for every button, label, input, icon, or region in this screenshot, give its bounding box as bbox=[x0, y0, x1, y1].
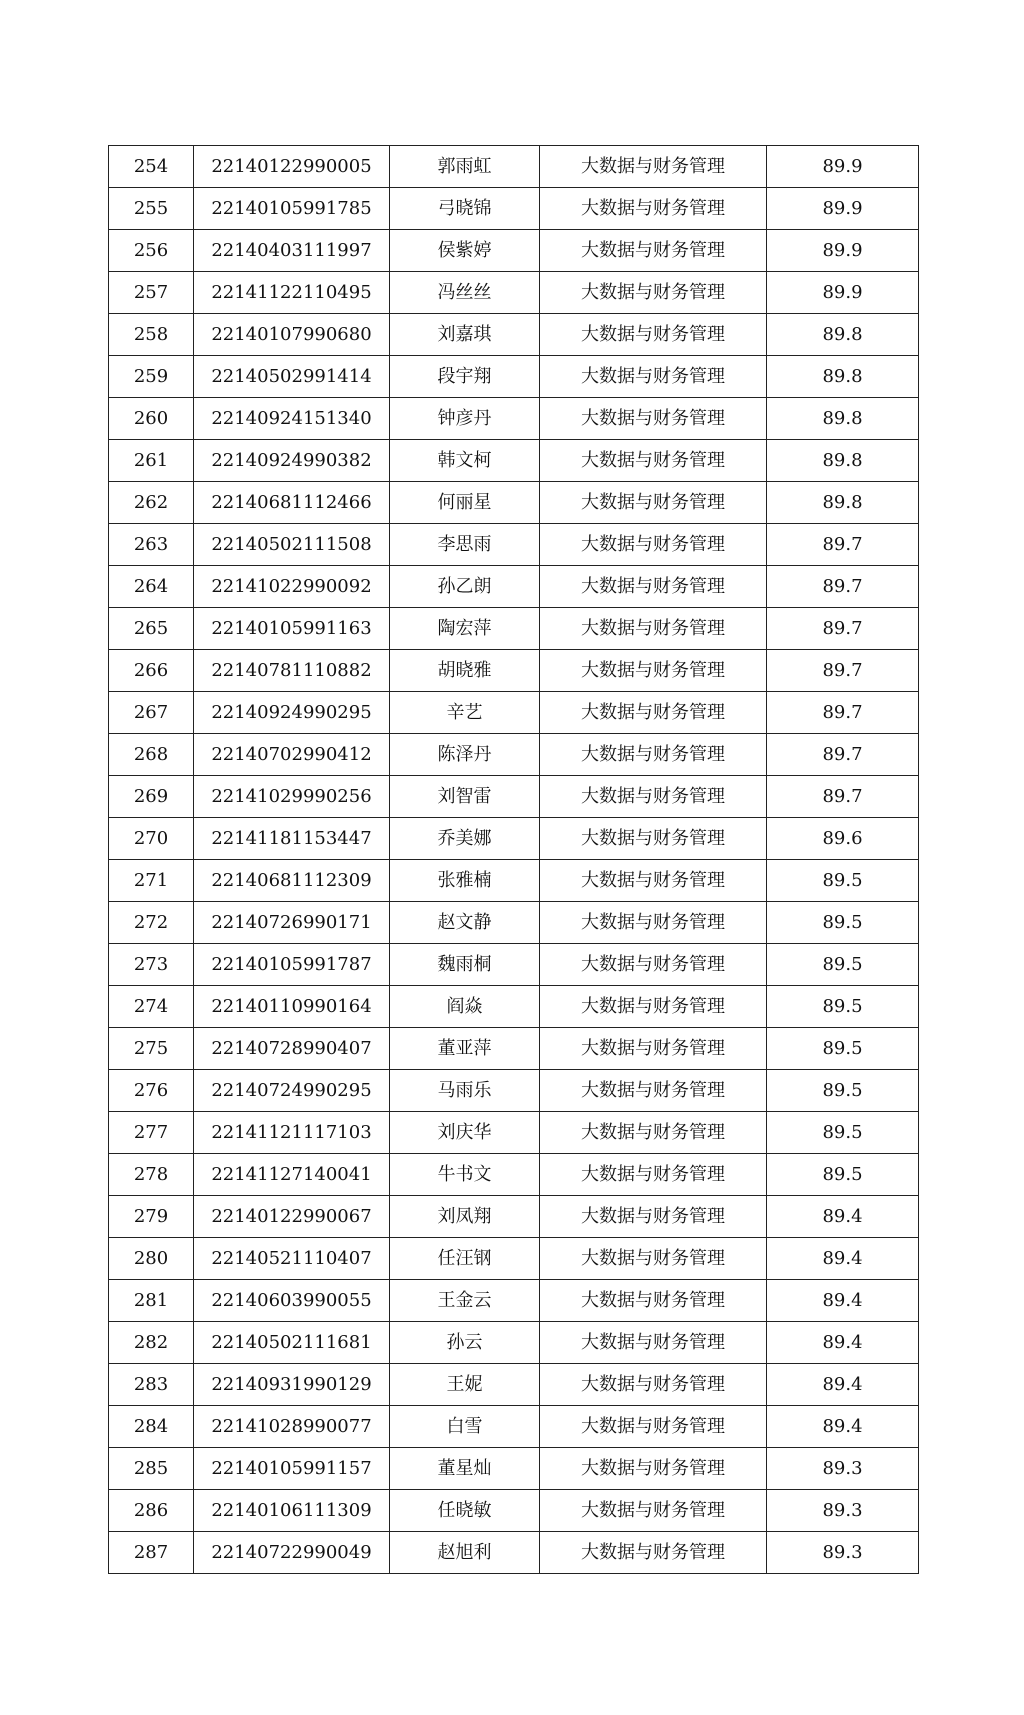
major-cell: 大数据与财务管理 bbox=[540, 398, 767, 440]
rank-cell: 275 bbox=[109, 1028, 194, 1070]
exam-id-cell: 22140502111508 bbox=[194, 524, 390, 566]
name-cell: 任晓敏 bbox=[390, 1490, 540, 1532]
name-cell: 侯紫婷 bbox=[390, 230, 540, 272]
exam-id-cell: 22141029990256 bbox=[194, 776, 390, 818]
major-cell: 大数据与财务管理 bbox=[540, 692, 767, 734]
name-cell: 孙乙朗 bbox=[390, 566, 540, 608]
name-cell: 董星灿 bbox=[390, 1448, 540, 1490]
exam-id-cell: 22140110990164 bbox=[194, 986, 390, 1028]
rank-cell: 282 bbox=[109, 1322, 194, 1364]
major-cell: 大数据与财务管理 bbox=[540, 818, 767, 860]
score-cell: 89.7 bbox=[767, 608, 919, 650]
name-cell: 牛书文 bbox=[390, 1154, 540, 1196]
name-cell: 弓晓锦 bbox=[390, 188, 540, 230]
table-row bbox=[109, 734, 919, 776]
score-cell: 89.3 bbox=[767, 1490, 919, 1532]
rank-cell: 276 bbox=[109, 1070, 194, 1112]
score-cell: 89.7 bbox=[767, 776, 919, 818]
exam-id-cell: 22140728990407 bbox=[194, 1028, 390, 1070]
exam-id-cell: 22140521110407 bbox=[194, 1238, 390, 1280]
score-cell: 89.4 bbox=[767, 1280, 919, 1322]
rank-cell: 266 bbox=[109, 650, 194, 692]
exam-id-cell: 22140702990412 bbox=[194, 734, 390, 776]
rank-cell: 285 bbox=[109, 1448, 194, 1490]
rank-cell: 269 bbox=[109, 776, 194, 818]
table-row bbox=[109, 1238, 919, 1280]
exam-id-cell: 22140107990680 bbox=[194, 314, 390, 356]
major-cell: 大数据与财务管理 bbox=[540, 1448, 767, 1490]
rank-cell: 272 bbox=[109, 902, 194, 944]
exam-id-cell: 22140105991787 bbox=[194, 944, 390, 986]
rank-cell: 279 bbox=[109, 1196, 194, 1238]
name-cell: 赵旭利 bbox=[390, 1532, 540, 1574]
score-cell: 89.3 bbox=[767, 1448, 919, 1490]
score-cell: 89.5 bbox=[767, 1112, 919, 1154]
table-row bbox=[109, 650, 919, 692]
score-cell: 89.8 bbox=[767, 356, 919, 398]
exam-id-cell: 22140502111681 bbox=[194, 1322, 390, 1364]
score-cell: 89.4 bbox=[767, 1238, 919, 1280]
table-row bbox=[109, 1070, 919, 1112]
table-row bbox=[109, 860, 919, 902]
table-row bbox=[109, 314, 919, 356]
rank-cell: 267 bbox=[109, 692, 194, 734]
rank-cell: 254 bbox=[109, 146, 194, 188]
name-cell: 董亚萍 bbox=[390, 1028, 540, 1070]
table-row bbox=[109, 482, 919, 524]
exam-id-cell: 22140931990129 bbox=[194, 1364, 390, 1406]
name-cell: 白雪 bbox=[390, 1406, 540, 1448]
rank-cell: 260 bbox=[109, 398, 194, 440]
score-cell: 89.5 bbox=[767, 1070, 919, 1112]
score-cell: 89.5 bbox=[767, 860, 919, 902]
name-cell: 辛艺 bbox=[390, 692, 540, 734]
exam-id-cell: 22140924151340 bbox=[194, 398, 390, 440]
major-cell: 大数据与财务管理 bbox=[540, 1322, 767, 1364]
table-row bbox=[109, 776, 919, 818]
table-row bbox=[109, 944, 919, 986]
rank-cell: 261 bbox=[109, 440, 194, 482]
rank-cell: 281 bbox=[109, 1280, 194, 1322]
rank-cell: 274 bbox=[109, 986, 194, 1028]
major-cell: 大数据与财务管理 bbox=[540, 650, 767, 692]
name-cell: 刘凤翔 bbox=[390, 1196, 540, 1238]
table-row bbox=[109, 1406, 919, 1448]
name-cell: 乔美娜 bbox=[390, 818, 540, 860]
score-cell: 89.9 bbox=[767, 272, 919, 314]
table-row bbox=[109, 398, 919, 440]
major-cell: 大数据与财务管理 bbox=[540, 1490, 767, 1532]
name-cell: 陶宏萍 bbox=[390, 608, 540, 650]
rank-cell: 258 bbox=[109, 314, 194, 356]
exam-id-cell: 22140681112309 bbox=[194, 860, 390, 902]
score-cell: 89.7 bbox=[767, 734, 919, 776]
major-cell: 大数据与财务管理 bbox=[540, 524, 767, 566]
major-cell: 大数据与财务管理 bbox=[540, 356, 767, 398]
name-cell: 任汪钢 bbox=[390, 1238, 540, 1280]
major-cell: 大数据与财务管理 bbox=[540, 1154, 767, 1196]
major-cell: 大数据与财务管理 bbox=[540, 188, 767, 230]
score-cell: 89.3 bbox=[767, 1532, 919, 1574]
exam-id-cell: 22140724990295 bbox=[194, 1070, 390, 1112]
name-cell: 魏雨桐 bbox=[390, 944, 540, 986]
table-row bbox=[109, 146, 919, 188]
rank-cell: 262 bbox=[109, 482, 194, 524]
rank-cell: 277 bbox=[109, 1112, 194, 1154]
rank-cell: 264 bbox=[109, 566, 194, 608]
exam-id-cell: 22140603990055 bbox=[194, 1280, 390, 1322]
name-cell: 马雨乐 bbox=[390, 1070, 540, 1112]
exam-id-cell: 22140502991414 bbox=[194, 356, 390, 398]
name-cell: 陈泽丹 bbox=[390, 734, 540, 776]
exam-id-cell: 22140105991157 bbox=[194, 1448, 390, 1490]
score-cell: 89.4 bbox=[767, 1364, 919, 1406]
table-row bbox=[109, 1490, 919, 1532]
rank-cell: 270 bbox=[109, 818, 194, 860]
rank-cell: 273 bbox=[109, 944, 194, 986]
major-cell: 大数据与财务管理 bbox=[540, 1532, 767, 1574]
table-row bbox=[109, 524, 919, 566]
exam-id-cell: 22140106111309 bbox=[194, 1490, 390, 1532]
exam-id-cell: 22141127140041 bbox=[194, 1154, 390, 1196]
table-row bbox=[109, 902, 919, 944]
major-cell: 大数据与财务管理 bbox=[540, 1196, 767, 1238]
score-cell: 89.5 bbox=[767, 986, 919, 1028]
name-cell: 刘智雷 bbox=[390, 776, 540, 818]
rank-cell: 265 bbox=[109, 608, 194, 650]
rank-cell: 256 bbox=[109, 230, 194, 272]
exam-id-cell: 22140681112466 bbox=[194, 482, 390, 524]
name-cell: 阎焱 bbox=[390, 986, 540, 1028]
exam-id-cell: 22140105991163 bbox=[194, 608, 390, 650]
name-cell: 赵文静 bbox=[390, 902, 540, 944]
score-cell: 89.5 bbox=[767, 1154, 919, 1196]
major-cell: 大数据与财务管理 bbox=[540, 608, 767, 650]
rank-cell: 287 bbox=[109, 1532, 194, 1574]
score-cell: 89.8 bbox=[767, 482, 919, 524]
major-cell: 大数据与财务管理 bbox=[540, 566, 767, 608]
name-cell: 张雅楠 bbox=[390, 860, 540, 902]
major-cell: 大数据与财务管理 bbox=[540, 146, 767, 188]
major-cell: 大数据与财务管理 bbox=[540, 314, 767, 356]
name-cell: 冯丝丝 bbox=[390, 272, 540, 314]
major-cell: 大数据与财务管理 bbox=[540, 1070, 767, 1112]
score-cell: 89.7 bbox=[767, 650, 919, 692]
table-row bbox=[109, 188, 919, 230]
major-cell: 大数据与财务管理 bbox=[540, 1364, 767, 1406]
table-row bbox=[109, 356, 919, 398]
table-row bbox=[109, 1322, 919, 1364]
score-cell: 89.5 bbox=[767, 902, 919, 944]
name-cell: 刘庆华 bbox=[390, 1112, 540, 1154]
table-row bbox=[109, 1028, 919, 1070]
rank-cell: 268 bbox=[109, 734, 194, 776]
table-row bbox=[109, 566, 919, 608]
major-cell: 大数据与财务管理 bbox=[540, 944, 767, 986]
score-cell: 89.7 bbox=[767, 692, 919, 734]
major-cell: 大数据与财务管理 bbox=[540, 986, 767, 1028]
rank-cell: 283 bbox=[109, 1364, 194, 1406]
score-cell: 89.8 bbox=[767, 440, 919, 482]
exam-id-cell: 22140122990067 bbox=[194, 1196, 390, 1238]
exam-id-cell: 22140726990171 bbox=[194, 902, 390, 944]
rank-cell: 280 bbox=[109, 1238, 194, 1280]
exam-id-cell: 22140924990382 bbox=[194, 440, 390, 482]
table-row bbox=[109, 1448, 919, 1490]
rank-cell: 271 bbox=[109, 860, 194, 902]
exam-id-cell: 22140403111997 bbox=[194, 230, 390, 272]
major-cell: 大数据与财务管理 bbox=[540, 1280, 767, 1322]
name-cell: 李思雨 bbox=[390, 524, 540, 566]
major-cell: 大数据与财务管理 bbox=[540, 902, 767, 944]
table-body bbox=[109, 146, 919, 1574]
score-cell: 89.8 bbox=[767, 314, 919, 356]
table-row bbox=[109, 608, 919, 650]
exam-id-cell: 22141181153447 bbox=[194, 818, 390, 860]
rank-cell: 278 bbox=[109, 1154, 194, 1196]
name-cell: 胡晓雅 bbox=[390, 650, 540, 692]
exam-id-cell: 22140105991785 bbox=[194, 188, 390, 230]
table-row bbox=[109, 1532, 919, 1574]
name-cell: 钟彦丹 bbox=[390, 398, 540, 440]
score-cell: 89.5 bbox=[767, 1028, 919, 1070]
score-cell: 89.9 bbox=[767, 146, 919, 188]
major-cell: 大数据与财务管理 bbox=[540, 1028, 767, 1070]
major-cell: 大数据与财务管理 bbox=[540, 1238, 767, 1280]
score-cell: 89.6 bbox=[767, 818, 919, 860]
major-cell: 大数据与财务管理 bbox=[540, 860, 767, 902]
name-cell: 孙云 bbox=[390, 1322, 540, 1364]
exam-id-cell: 22141121117103 bbox=[194, 1112, 390, 1154]
exam-id-cell: 22140722990049 bbox=[194, 1532, 390, 1574]
major-cell: 大数据与财务管理 bbox=[540, 272, 767, 314]
rank-cell: 286 bbox=[109, 1490, 194, 1532]
name-cell: 段宇翔 bbox=[390, 356, 540, 398]
score-cell: 89.9 bbox=[767, 188, 919, 230]
results-table bbox=[108, 145, 919, 1574]
exam-id-cell: 22141022990092 bbox=[194, 566, 390, 608]
exam-id-cell: 22140924990295 bbox=[194, 692, 390, 734]
table-row bbox=[109, 440, 919, 482]
major-cell: 大数据与财务管理 bbox=[540, 482, 767, 524]
name-cell: 何丽星 bbox=[390, 482, 540, 524]
rank-cell: 257 bbox=[109, 272, 194, 314]
table-row bbox=[109, 1196, 919, 1238]
major-cell: 大数据与财务管理 bbox=[540, 1406, 767, 1448]
score-cell: 89.7 bbox=[767, 566, 919, 608]
table-row bbox=[109, 986, 919, 1028]
rank-cell: 263 bbox=[109, 524, 194, 566]
score-cell: 89.4 bbox=[767, 1322, 919, 1364]
major-cell: 大数据与财务管理 bbox=[540, 1112, 767, 1154]
rank-cell: 259 bbox=[109, 356, 194, 398]
score-cell: 89.7 bbox=[767, 524, 919, 566]
name-cell: 刘嘉琪 bbox=[390, 314, 540, 356]
table-row bbox=[109, 1280, 919, 1322]
exam-id-cell: 22140122990005 bbox=[194, 146, 390, 188]
name-cell: 王金云 bbox=[390, 1280, 540, 1322]
score-cell: 89.8 bbox=[767, 398, 919, 440]
name-cell: 韩文柯 bbox=[390, 440, 540, 482]
score-cell: 89.5 bbox=[767, 944, 919, 986]
name-cell: 郭雨虹 bbox=[390, 146, 540, 188]
table-row bbox=[109, 692, 919, 734]
table-row bbox=[109, 1364, 919, 1406]
rank-cell: 284 bbox=[109, 1406, 194, 1448]
rank-cell: 255 bbox=[109, 188, 194, 230]
exam-id-cell: 22141028990077 bbox=[194, 1406, 390, 1448]
exam-id-cell: 22141122110495 bbox=[194, 272, 390, 314]
major-cell: 大数据与财务管理 bbox=[540, 230, 767, 272]
table-row bbox=[109, 230, 919, 272]
major-cell: 大数据与财务管理 bbox=[540, 440, 767, 482]
table-row bbox=[109, 272, 919, 314]
exam-id-cell: 22140781110882 bbox=[194, 650, 390, 692]
table-row bbox=[109, 1154, 919, 1196]
table-row bbox=[109, 818, 919, 860]
table-row bbox=[109, 1112, 919, 1154]
name-cell: 王妮 bbox=[390, 1364, 540, 1406]
score-cell: 89.4 bbox=[767, 1196, 919, 1238]
score-cell: 89.9 bbox=[767, 230, 919, 272]
major-cell: 大数据与财务管理 bbox=[540, 776, 767, 818]
score-cell: 89.4 bbox=[767, 1406, 919, 1448]
major-cell: 大数据与财务管理 bbox=[540, 734, 767, 776]
